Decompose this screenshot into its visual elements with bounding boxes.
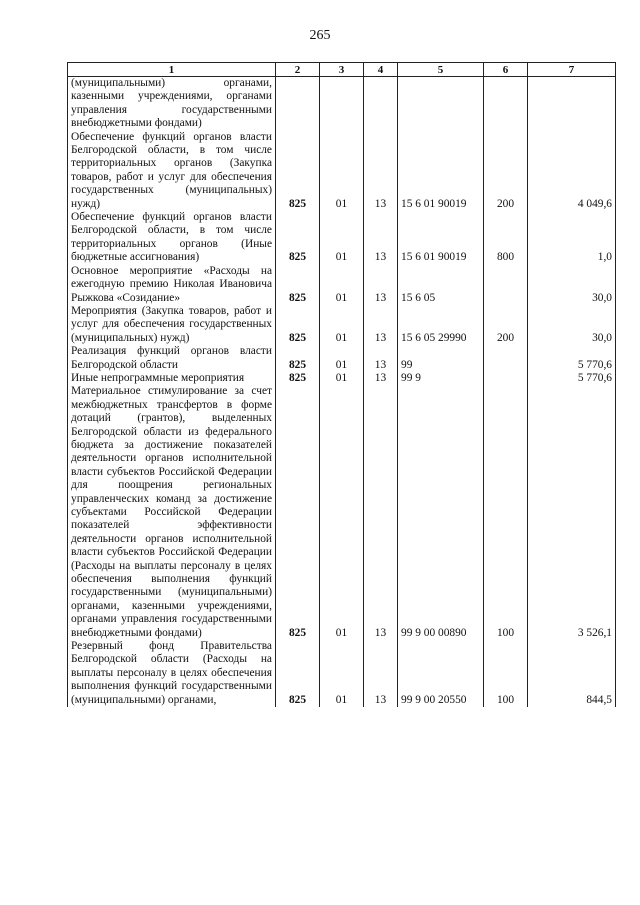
budget-table — [67, 62, 616, 707]
target-article-code — [398, 77, 484, 131]
target-article-code: 15 6 05 29990 — [398, 305, 484, 345]
expense-type-code: 200 — [484, 305, 528, 345]
subsection-code: 13 — [364, 385, 398, 640]
column-header: 4 — [364, 63, 398, 77]
ministry-code: 825 — [276, 211, 320, 265]
column-header: 2 — [276, 63, 320, 77]
column-header: 7 — [528, 63, 616, 77]
table-header-row — [68, 63, 616, 77]
section-code: 01 — [320, 385, 364, 640]
section-code: 01 — [320, 211, 364, 265]
subsection-code: 13 — [364, 345, 398, 372]
expense-type-code — [484, 77, 528, 131]
ministry-code: 825 — [276, 305, 320, 345]
expense-type-code — [484, 265, 528, 305]
ministry-code: 825 — [276, 640, 320, 707]
amount: 5 770,6 — [528, 372, 616, 385]
table-row — [68, 305, 616, 345]
expense-type-code: 100 — [484, 640, 528, 707]
item-name: Иные непрограммные мероприятия — [68, 372, 276, 385]
target-article-code: 99 — [398, 345, 484, 372]
section-code: 01 — [320, 131, 364, 211]
section-code: 01 — [320, 265, 364, 305]
section-code: 01 — [320, 345, 364, 372]
item-name: Материальное стимулирование за счет межбюджетных трансфертов в форме дотаций (грантов), выделенных Белгородской области из федерального бюджета за достижение показателей деятельности органов исполнительной власти субъектов Российской Федерации для поощрения региональных управленческих команд за достижение субъектами Российской Федерации показателей эффективности деятельности органов исполнительной власти субъектов Российской Федерации (Расходы на выплаты персоналу в целях обеспечения выполнения функций государственными (муниципальными) органами, казенными учреждениями, органами управления государственными внебюджетными фондами) — [68, 385, 276, 640]
subsection-code: 13 — [364, 372, 398, 385]
amount: 30,0 — [528, 305, 616, 345]
target-article-code: 15 6 01 90019 — [398, 131, 484, 211]
section-code: 01 — [320, 305, 364, 345]
subsection-code: 13 — [364, 305, 398, 345]
subsection-code: 13 — [364, 211, 398, 265]
target-article-code: 99 9 00 00890 — [398, 385, 484, 640]
column-header: 6 — [484, 63, 528, 77]
amount: 844,5 — [528, 640, 616, 707]
subsection-code — [364, 77, 398, 131]
expense-type-code — [484, 372, 528, 385]
target-article-code: 15 6 01 90019 — [398, 211, 484, 265]
amount: 5 770,6 — [528, 345, 616, 372]
ministry-code: 825 — [276, 265, 320, 305]
table-row — [68, 131, 616, 211]
section-code: 01 — [320, 372, 364, 385]
expense-type-code: 800 — [484, 211, 528, 265]
target-article-code: 15 6 05 — [398, 265, 484, 305]
item-name: Резервный фонд Правительства Белгородской области (Расходы на выплаты персоналу в целях обеспечения выполнения функций государственными (муниципальными) органами, — [68, 640, 276, 707]
amount: 30,0 — [528, 265, 616, 305]
table-row — [68, 77, 616, 131]
column-header: 1 — [68, 63, 276, 77]
table-row — [68, 211, 616, 265]
item-name: (муниципальными) органами, казенными учреждениями, органами управления государственными внебюджетными фондами) — [68, 77, 276, 131]
target-article-code: 99 9 00 20550 — [398, 640, 484, 707]
target-article-code: 99 9 — [398, 372, 484, 385]
ministry-code: 825 — [276, 345, 320, 372]
expense-type-code — [484, 345, 528, 372]
subsection-code: 13 — [364, 265, 398, 305]
table-row — [68, 372, 616, 385]
ministry-code: 825 — [276, 372, 320, 385]
table-row — [68, 265, 616, 305]
ministry-code: 825 — [276, 385, 320, 640]
table-row — [68, 385, 616, 640]
ministry-code: 825 — [276, 131, 320, 211]
table-row — [68, 345, 616, 372]
amount: 3 526,1 — [528, 385, 616, 640]
subsection-code: 13 — [364, 131, 398, 211]
item-name: Основное мероприятие «Расходы на ежегодную премию Николая Ивановича Рыжкова «Созидание» — [68, 265, 276, 305]
column-header: 3 — [320, 63, 364, 77]
expense-type-code: 100 — [484, 385, 528, 640]
page-number: 265 — [309, 28, 331, 43]
section-code — [320, 77, 364, 131]
item-name: Обеспечение функций органов власти Белгородской области, в том числе территориальных органов (Закупка товаров, работ и услуг для обеспечения государственных (муниципальных) нужд) — [68, 131, 276, 211]
ministry-code — [276, 77, 320, 131]
column-header: 5 — [398, 63, 484, 77]
section-code: 01 — [320, 640, 364, 707]
table-row — [68, 640, 616, 707]
amount — [528, 77, 616, 131]
amount: 1,0 — [528, 211, 616, 265]
item-name: Обеспечение функций органов власти Белгородской области, в том числе территориальных органов (Иные бюджетные ассигнования) — [68, 211, 276, 265]
subsection-code: 13 — [364, 640, 398, 707]
item-name: Мероприятия (Закупка товаров, работ и услуг для обеспечения государственных (муниципальных) нужд) — [68, 305, 276, 345]
expense-type-code: 200 — [484, 131, 528, 211]
amount: 4 049,6 — [528, 131, 616, 211]
item-name: Реализация функций органов власти Белгородской области — [68, 345, 276, 372]
